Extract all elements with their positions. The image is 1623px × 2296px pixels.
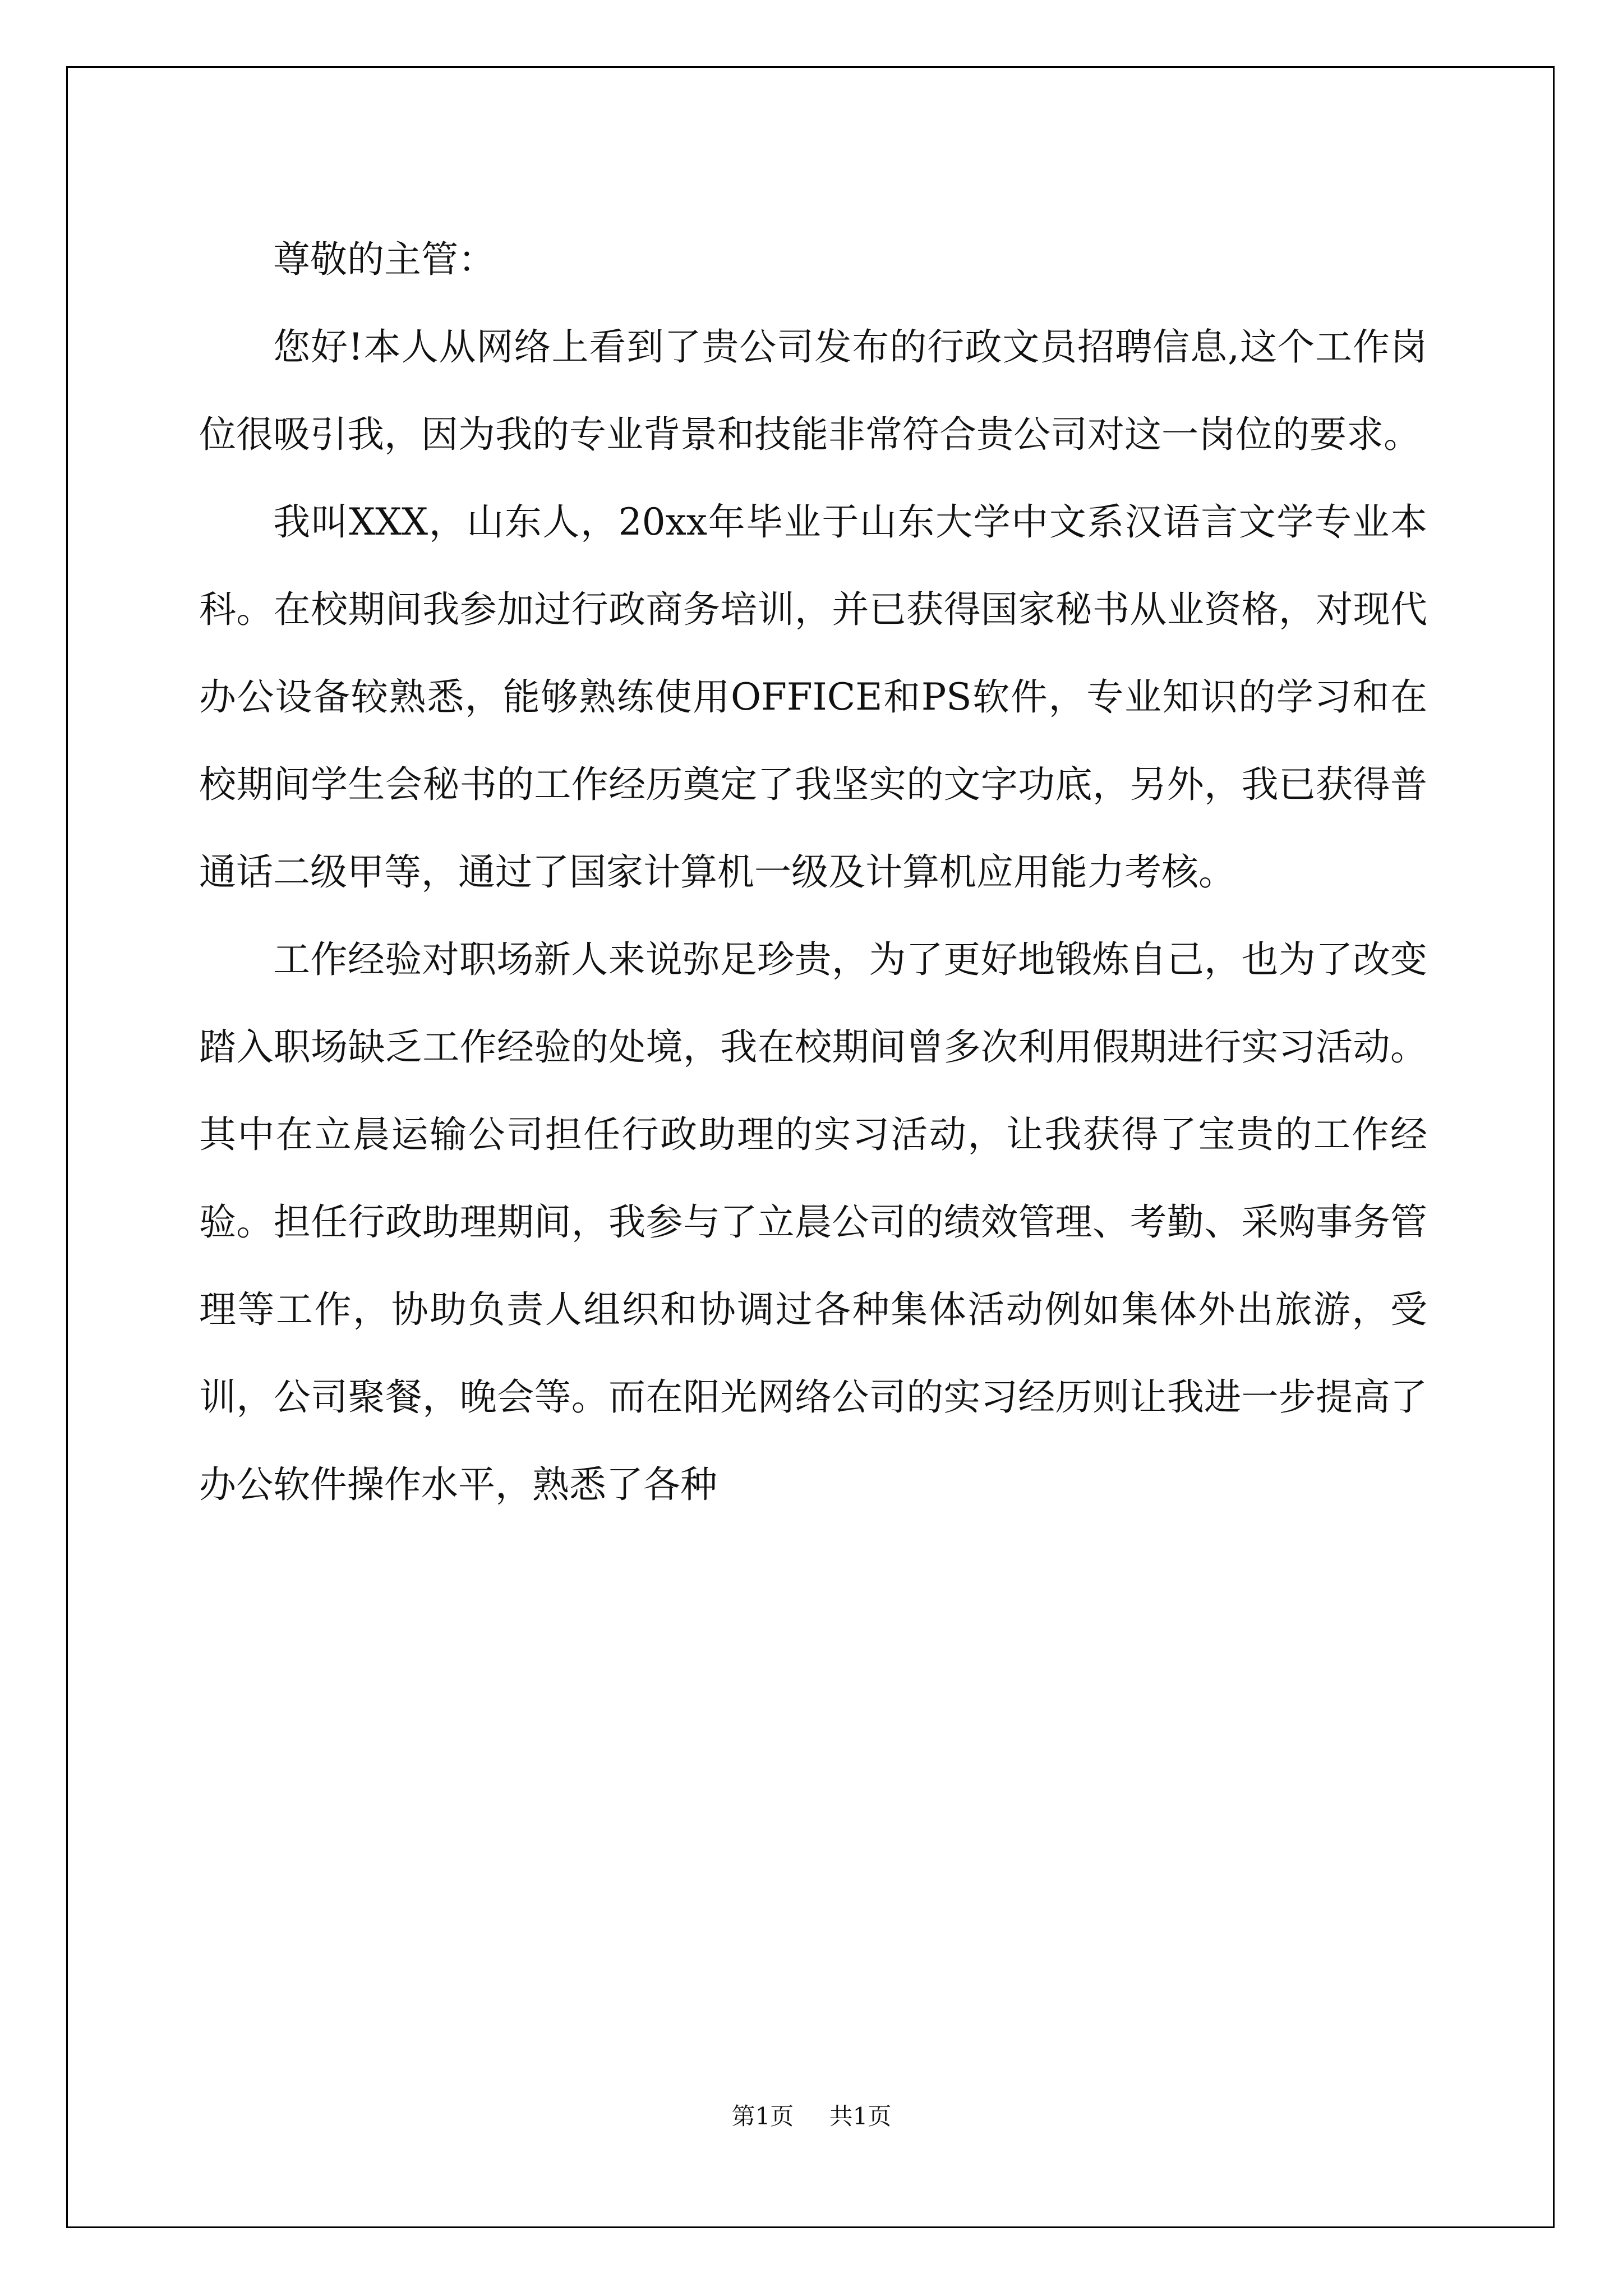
page-footer bbox=[0, 2098, 1623, 2132]
salutation: 尊敬的主管： bbox=[273, 238, 495, 281]
page-total: 共1页 bbox=[829, 2102, 892, 2130]
paragraph-experience: 工作经验对职场新人来说弥足珍贵，为了更好地锻炼自己，也为了改变踏入职场缺乏工作经验的处境，我在校期间曾多次利用假期进行实习活动。其中在立晨运输公司担任行政助理的实习活动，让我获得了宝贵的工作经验。担任行政助理期间，我参与了立晨公司的绩效管理、考勤、采购事务管理等工作，协助负责人组织和协调过各种集体活动例如集体外出旅游，受训，公司聚餐，晚会等。而在阳光网络公司的实习经历则让我进一步提高了办公软件操作水平，熟悉了各种 bbox=[199, 938, 1427, 1506]
paragraph-intro: 您好!本人从网络上看到了贵公司发布的行政文员招聘信息,这个工作岗位很吸引我，因为我的专业背景和技能非常符合贵公司对这一岗位的要求。 bbox=[199, 325, 1427, 456]
page-number: 第1页 bbox=[731, 2102, 794, 2130]
paragraph-background: 我叫XXX，山东人，20xx年毕业于山东大学中文系汉语言文学专业本科。在校期间我参加过行政商务培训，并已获得国家秘书从业资格，对现代办公设备较熟悉，能够熟练使用OFFICE和PS软件，专业知识的学习和在校期间学生会秘书的工作经历奠定了我坚实的文字功底，另外，我已获得普通话二级甲等，通过了国家计算机一级及计算机应用能力考核。 bbox=[199, 500, 1427, 894]
letter-body bbox=[199, 216, 1427, 1529]
